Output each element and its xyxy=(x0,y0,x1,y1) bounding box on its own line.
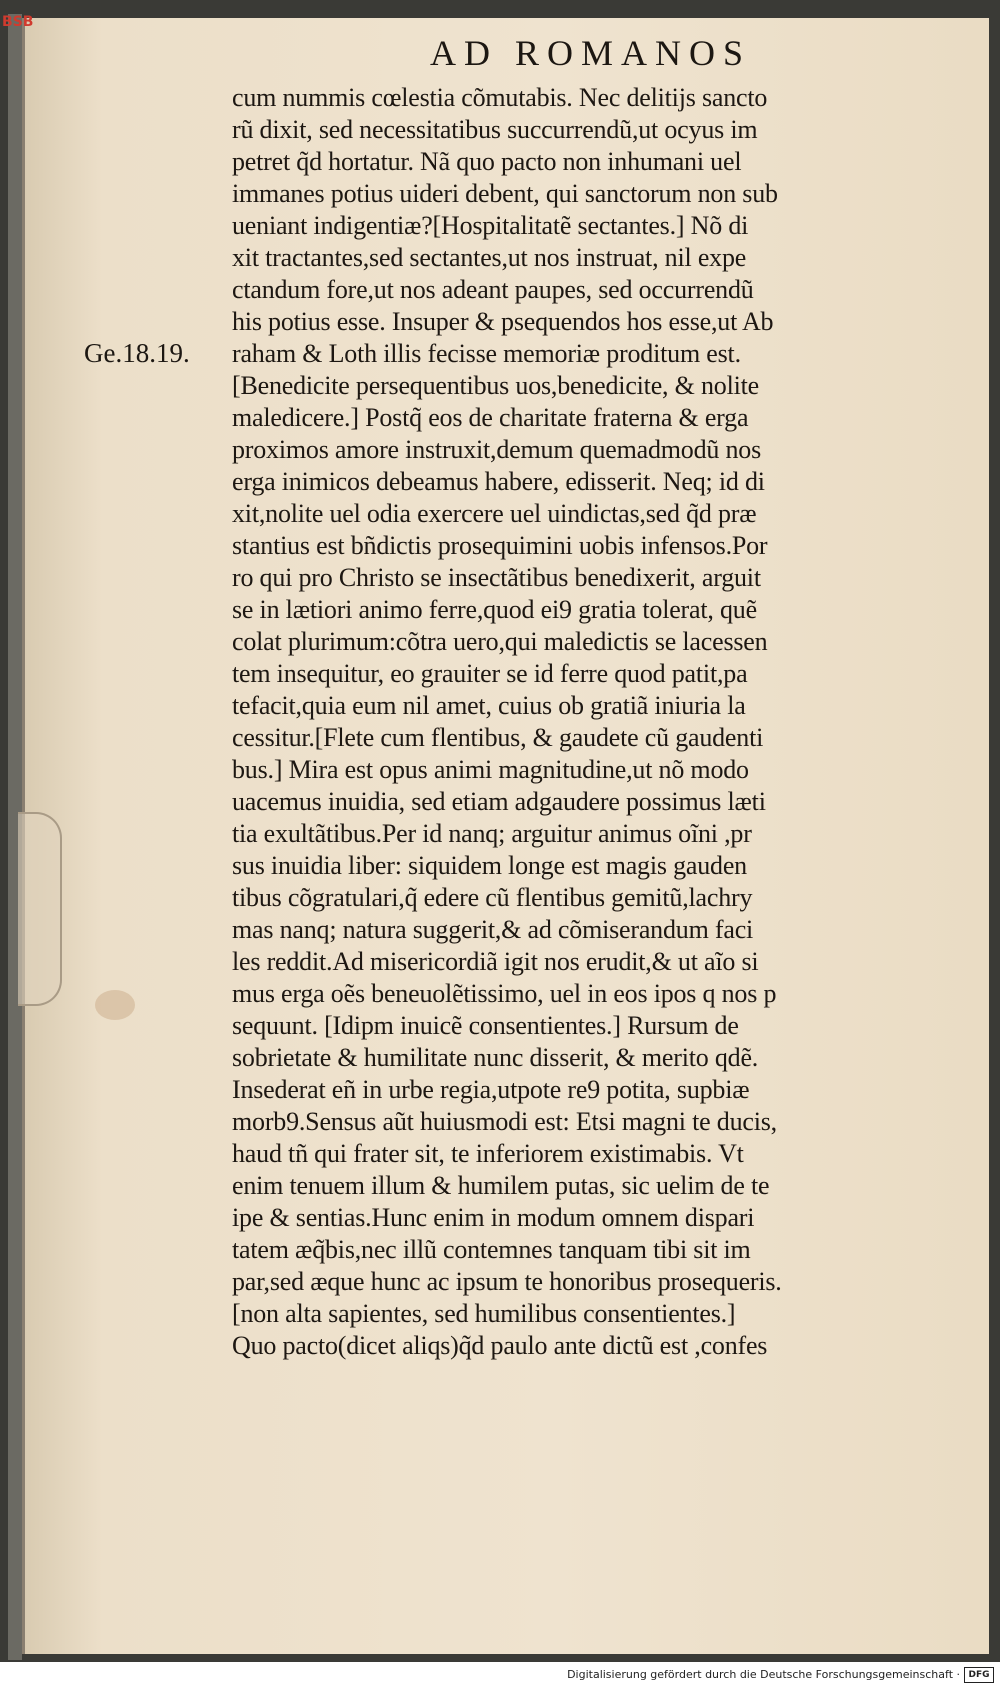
text-line: colat plurimum:cõtra uero,qui maledictis se lacessen xyxy=(232,627,768,656)
margin-note: Ge.18.19. xyxy=(84,338,190,368)
text-line: cessitur.[Flete cum flentibus, & gaudete cũ gaudenti xyxy=(232,723,764,752)
text-line: uacemus inuidia, sed etiam adgaudere possimus læti xyxy=(232,787,766,816)
body-text xyxy=(232,82,944,1362)
text-line: sequunt. [Idipm inuicẽ consentientes.] Rursum de xyxy=(232,1011,739,1040)
text-line: cum nummis cœlestia cõmutabis. Nec delitijs sancto xyxy=(232,83,768,112)
text-line: raham & Loth illis fecisse memoriæ proditum est. xyxy=(232,339,741,368)
text-line: maledicere.] Postq̃ eos de charitate fraterna & erga xyxy=(232,403,749,432)
paper-stain xyxy=(95,990,135,1020)
text-line: erga inimicos debeamus habere, edisserit. Neq; id di xyxy=(232,467,765,496)
text-line: haud tñ qui frater sit, te inferiorem existimabis. Vt xyxy=(232,1139,744,1168)
text-line: immanes potius uideri debent, qui sanctorum non sub xyxy=(232,179,778,208)
text-line: rũ dixit, sed necessitatibus succurrendũ,ut ocyus im xyxy=(232,115,758,144)
text-line: his potius esse. Insuper & psequendos hos esse,ut Ab xyxy=(232,307,774,336)
text-line: ipe & sentias.Hunc enim in modum omnem dispari xyxy=(232,1203,755,1232)
text-line: sus inuidia liber: siquidem longe est magis gauden xyxy=(232,851,747,880)
text-line: mas nanq; natura suggerit,& ad cõmiserandum faci xyxy=(232,915,754,944)
text-line: xit,nolite uel odia exercere uel uindictas,sed q̃d præ xyxy=(232,499,757,528)
running-head: AD ROMANOS xyxy=(430,33,752,73)
dfg-logo: DFG xyxy=(964,1667,994,1683)
text-line: tia exultãtibus.Per id nanq; arguitur animus oĩni ,pr xyxy=(232,819,752,848)
text-line: ueniant indigentiæ?[Hospitalitatẽ sectantes.] Nõ di xyxy=(232,211,749,240)
text-line: tatem æq̃bis,nec illũ contemnes tanquam tibi sit im xyxy=(232,1235,751,1264)
text-line: se in lætiori animo ferre,quod ei9 gratia tolerat, quẽ xyxy=(232,595,757,624)
page-fold-mark xyxy=(18,812,62,1006)
text-line: morb9.Sensus aũt huiusmodi est: Etsi magni te ducis, xyxy=(232,1107,777,1136)
text-line: ro qui pro Christo se insectãtibus benedixerit, arguit xyxy=(232,563,761,592)
text-line: [Benedicite persequentibus uos,benedicite, & nolite xyxy=(232,371,759,400)
text-line: ctandum fore,ut nos adeant paupes, sed occurrendũ xyxy=(232,275,754,304)
text-line: stantius est bñdictis prosequimini uobis infensos.Por xyxy=(232,531,768,560)
text-line: petret q̃d hortatur. Nã quo pacto non inhumani uel xyxy=(232,147,742,176)
footer-credit: Digitalisierung gefördert durch die Deutsche Forschungsgemeinschaft · xyxy=(567,1668,960,1681)
text-line: tibus cõgratulari,q̃ edere cũ flentibus gemitũ,lachry xyxy=(232,883,753,912)
text-line: Quo pacto(dicet aliqs)q̃d paulo ante dictũ est ,confes xyxy=(232,1331,768,1360)
text-line: bus.] Mira est opus animi magnitudine,ut nõ modo xyxy=(232,755,749,784)
text-line: sobrietate & humilitate nunc disserit, & merito qdẽ. xyxy=(232,1043,759,1072)
library-watermark: BSB xyxy=(2,14,34,30)
text-line: proximos amore instruxit,demum quemadmodũ nos xyxy=(232,435,761,464)
text-line: tem insequitur, eo grauiter se id ferre quod patit,pa xyxy=(232,659,748,688)
text-line: enim tenuem illum & humilem putas, sic uelim de te xyxy=(232,1171,770,1200)
text-line: les reddit.Ad misericordiã igit nos erudit,& ut aĩo si xyxy=(232,947,759,976)
text-line: Insederat eñ in urbe regia,utpote re9 potita, supbiæ xyxy=(232,1075,750,1104)
text-line: [non alta sapientes, sed humilibus consentientes.] xyxy=(232,1299,736,1328)
text-line: tefacit,quia eum nil amet, cuius ob gratiã iniuria la xyxy=(232,691,746,720)
text-line: mus erga oẽs beneuolẽtissimo, uel in eos ipos q nos p xyxy=(232,979,777,1008)
text-line: xit tractantes,sed sectantes,ut nos instruat, nil expe xyxy=(232,243,747,272)
text-line: par,sed æque hunc ac ipsum te honoribus prosequeris. xyxy=(232,1267,782,1296)
